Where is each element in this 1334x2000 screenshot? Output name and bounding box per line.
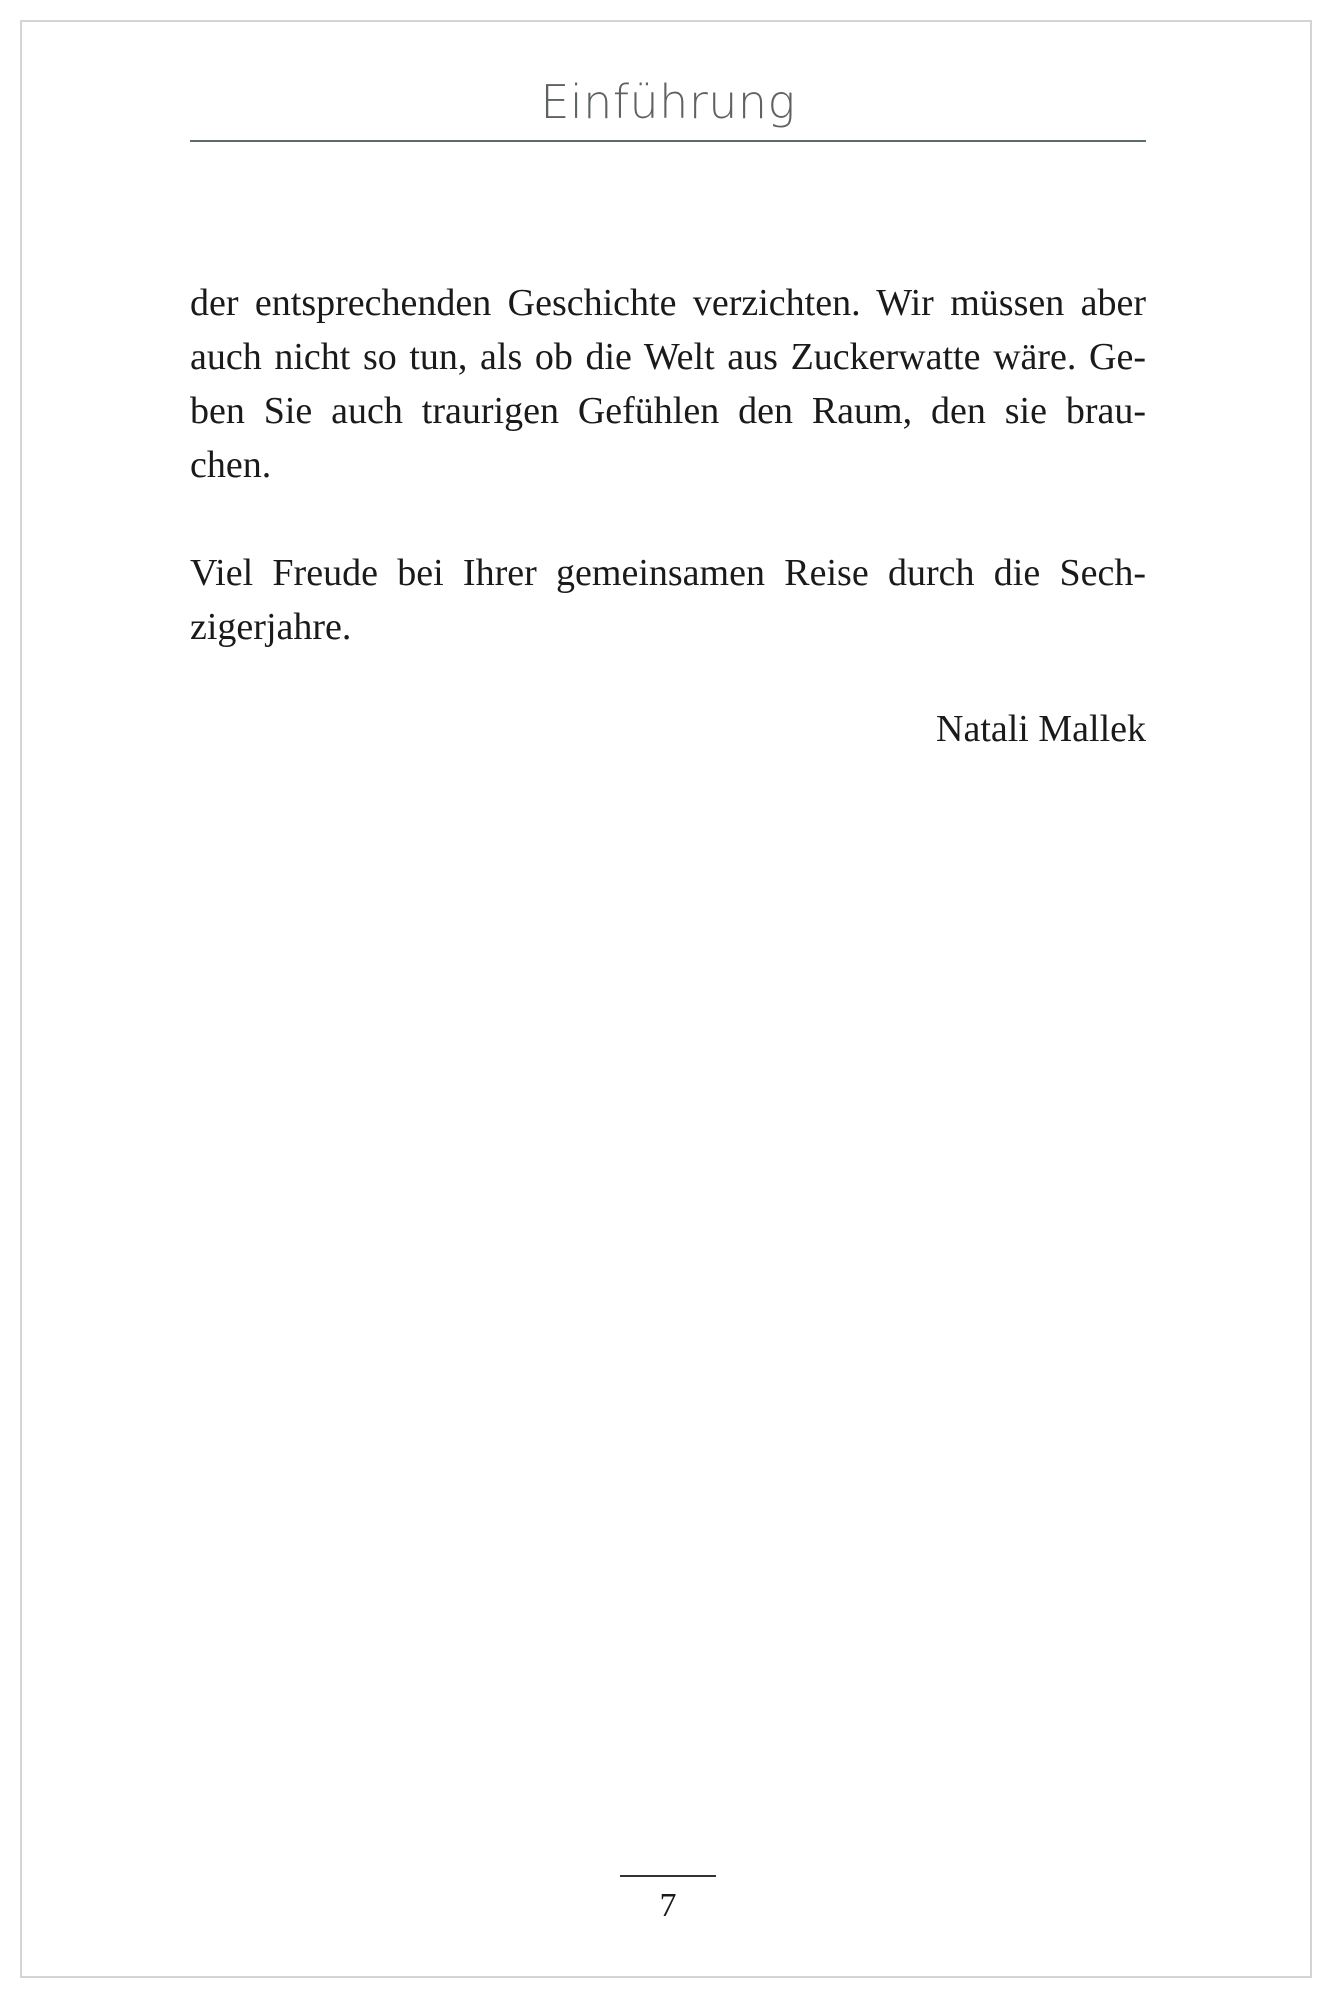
text-line: chen.: [190, 444, 272, 486]
text-line: auch nicht so tun, als ob die Welt aus Zuckerwatte wäre. Ge-: [190, 336, 1146, 378]
paragraph-spacer: [190, 492, 1146, 546]
page-number: 7: [659, 1887, 677, 1924]
page-number-rule: [620, 1875, 716, 1877]
paragraph: [190, 546, 1146, 654]
running-head: Einführung: [540, 75, 796, 129]
header-rule: [190, 140, 1146, 142]
text-line: Viel Freude bei Ihrer gemeinsamen Reise durch die Sech-: [190, 552, 1146, 594]
body-text: [190, 276, 1146, 654]
author-signature: Natali Mallek: [936, 708, 1146, 750]
text-line: ben Sie auch traurigen Gefühlen den Raum, den sie brau-: [190, 390, 1146, 432]
paragraph: [190, 276, 1146, 492]
text-line: der entsprechenden Geschichte verzichten. Wir müssen aber: [190, 282, 1146, 324]
text-line: zigerjahre.: [190, 606, 352, 648]
